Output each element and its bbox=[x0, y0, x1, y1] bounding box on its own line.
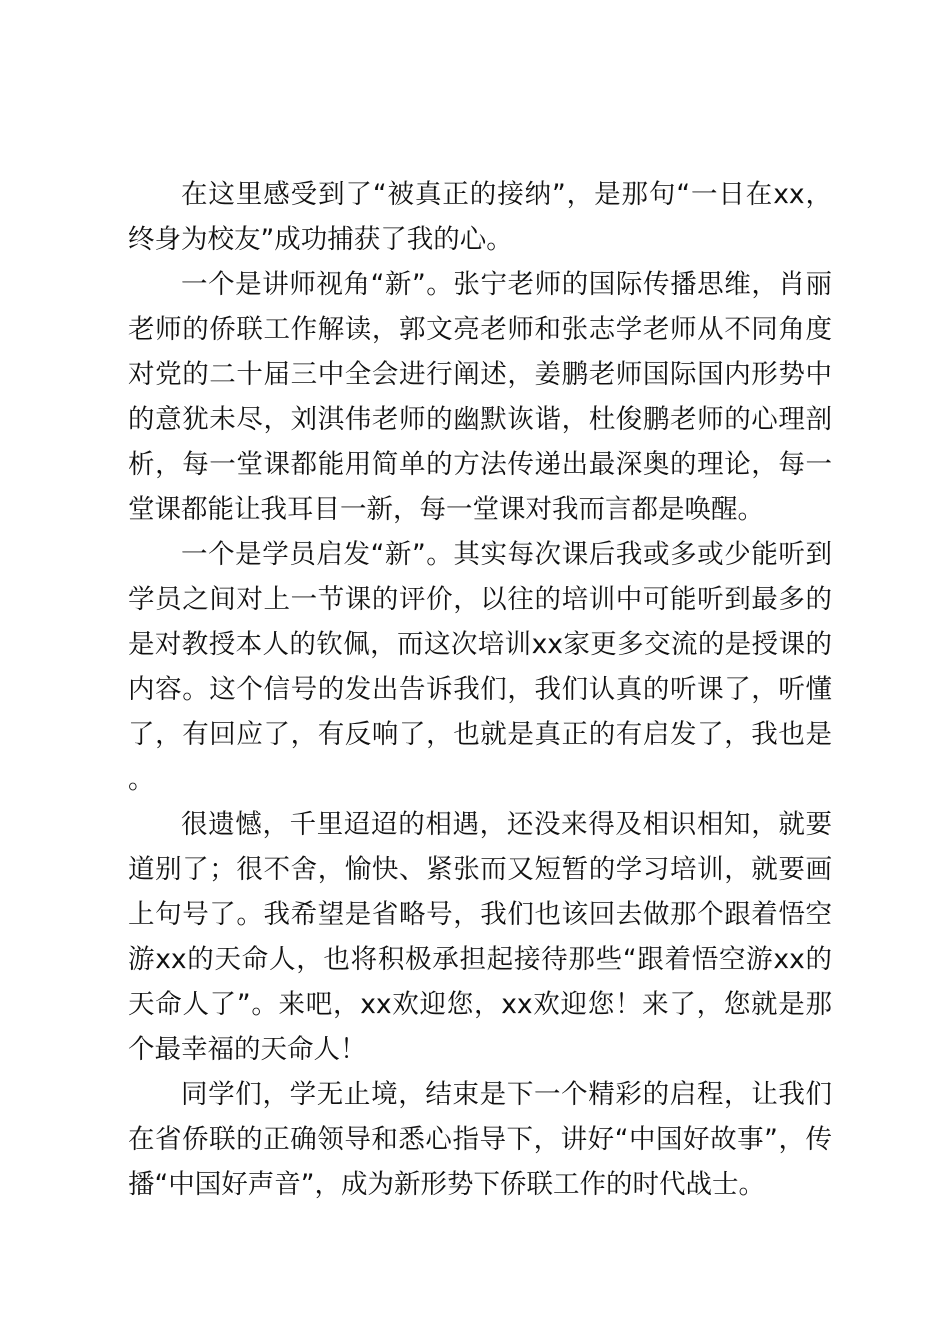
paragraph-1: 在这里感受到了“被真正的接纳”，是那句“一日在xx，终身为校友”成功捕获了我的心。 bbox=[128, 179, 832, 255]
paragraph-4: 很遗憾，千里迢迢的相遇，还没来得及相识相知，就要道别了；很不舍，愉快、紧张而又短暂的学习培训，就要画上句号了。我希望是省略号，我们也该回去做那个跟着悟空游xx的天命人，也将积极承担起接待那些“跟着悟空游xx的天命人了”。来吧，xx欢迎您，xx欢迎您！来了，您就是那个最幸福的天命人！ bbox=[128, 809, 832, 1065]
paragraph-2: 一个是讲师视角“新”。张宁老师的国际传播思维，肖丽老师的侨联工作解读，郭文亮老师和张志学老师从不同角度对党的二十届三中全会进行阐述，姜鹏老师国际国内形势中的意犹未尽，刘淇伟老师的幽默诙谐，杜俊鹏老师的心理剖析，每一堂课都能用简单的方法传递出最深奥的理论，每一堂课都能让我耳目一新，每一堂课对我而言都是唤醒。 bbox=[128, 269, 832, 525]
paragraph-5: 同学们，学无止境，结束是下一个精彩的启程，让我们在省侨联的正确领导和悉心指导下，讲好“中国好故事”，传播“中国好声音”，成为新形势下侨联工作的时代战士。 bbox=[128, 1079, 832, 1200]
paragraph-3: 一个是学员启发“新”。其实每次课后我或多或少能听到学员之间对上一节课的评价，以往的培训中可能听到最多的是对教授本人的钦佩，而这次培训xx家更多交流的是授课的内容。这个信号的发出告诉我们，我们认真的听课了，听懂了，有回应了，有反响了，也就是真正的有启发了，我也是。 bbox=[128, 539, 832, 795]
document-body bbox=[128, 172, 832, 1207]
